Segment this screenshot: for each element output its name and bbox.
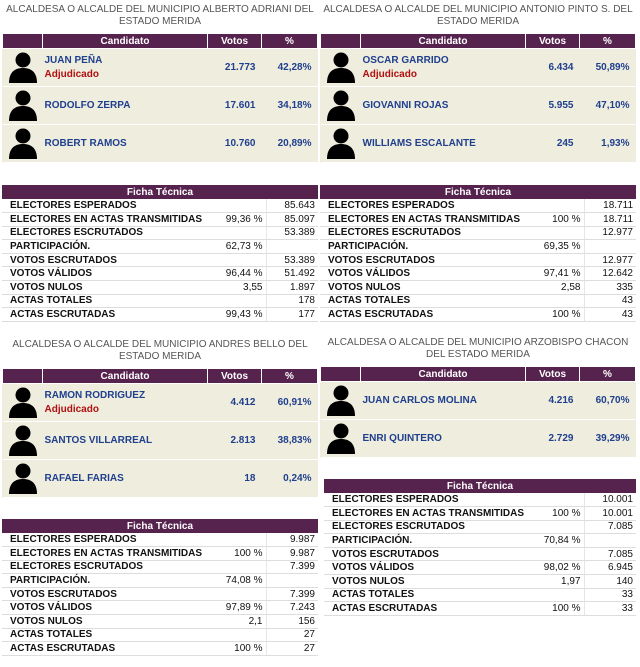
ficha-percent: 2,58 [534, 281, 584, 295]
ficha-percent [216, 628, 266, 642]
ficha-value [584, 534, 636, 548]
ficha-value: 177 [266, 308, 318, 322]
candidate-votes: 4.216 [526, 382, 580, 420]
candidates-header-row [321, 34, 636, 49]
ficha-label: VOTOS VÁLIDOS [324, 561, 534, 575]
ficha-percent: 96,44 % [216, 267, 266, 281]
ficha-percent [534, 588, 584, 602]
candidate-votes: 2.729 [526, 420, 580, 458]
ficha-label: ELECTORES ESCRUTADOS [320, 226, 534, 240]
candidate-name: WILLIAMS ESCALANTE [362, 138, 476, 149]
municipality-title: ALCALDESA O ALCALDE DEL MUNICIPIO ARZOBISPO CHACON DEL ESTADO MERIDA [327, 337, 629, 360]
ficha-value: 18.711 [584, 213, 636, 227]
candidate-silhouette-icon [321, 49, 361, 87]
votes-header: Votos [526, 367, 580, 382]
ficha-row [2, 308, 318, 322]
ficha-label: VOTOS ESCRUTADOS [2, 253, 216, 267]
municipality-panel [320, 333, 636, 458]
ficha-value: 33 [584, 602, 636, 616]
candidate-silhouette-icon [3, 460, 43, 498]
avatar-header [3, 34, 43, 49]
candidate-header: Candidato [43, 34, 208, 49]
candidate-row [3, 49, 318, 87]
municipality-title: ALCALDESA O ALCALDE DEL MUNICIPIO ALBERTO ADRIANI DEL ESTADO MERIDA [6, 4, 314, 27]
ficha-value: 10.001 [584, 493, 636, 507]
ficha-percent [534, 226, 584, 240]
ficha-percent [216, 253, 266, 267]
ficha-label: PARTICIPACIÓN. [324, 534, 534, 548]
ficha-percent: 99,36 % [216, 213, 266, 227]
candidate-percent: 47,10% [580, 87, 636, 125]
municipality-panel [320, 0, 636, 163]
candidate-cell [361, 382, 526, 420]
ficha-row [2, 547, 318, 561]
ficha-row [320, 226, 636, 240]
ficha-row [2, 240, 318, 254]
ficha-value: 53.389 [266, 226, 318, 240]
ficha-header-row [2, 185, 318, 199]
ficha-label: PARTICIPACIÓN. [2, 574, 216, 588]
candidate-name: RODOLFO ZERPA [44, 100, 131, 111]
candidate-name: RAMON RODRIGUEZ [44, 390, 146, 401]
candidates-header-row [3, 369, 318, 384]
ficha-value: 9.987 [266, 533, 318, 547]
ficha-tecnica-panel [2, 519, 318, 656]
ficha-value: 12.977 [584, 226, 636, 240]
candidate-row [3, 384, 318, 422]
ficha-value: 27 [266, 642, 318, 656]
candidate-cell [361, 49, 526, 87]
ficha-value: 6.945 [584, 561, 636, 575]
ficha-percent [216, 294, 266, 308]
candidate-row [3, 422, 318, 460]
ficha-value: 7.085 [584, 520, 636, 534]
ficha-tecnica-panel [320, 185, 636, 322]
votes-header: Votos [208, 369, 262, 384]
ficha-label: ACTAS ESCRUTADAS [320, 308, 534, 322]
adjudicado-label: Adjudicado [362, 69, 417, 80]
candidate-votes: 21.773 [208, 49, 262, 87]
ficha-row [324, 602, 636, 616]
candidate-name: RAFAEL FARIAS [44, 473, 124, 484]
ficha-tecnica-header: Ficha Técnica [320, 185, 636, 199]
ficha-value: 156 [266, 615, 318, 629]
candidate-percent: 20,89% [262, 125, 318, 163]
ficha-label: PARTICIPACIÓN. [320, 240, 534, 254]
candidate-silhouette-icon [321, 125, 361, 163]
percent-header: % [262, 369, 318, 384]
ficha-value: 51.492 [266, 267, 318, 281]
ficha-row [2, 226, 318, 240]
ficha-value: 27 [266, 628, 318, 642]
ficha-row [2, 601, 318, 615]
ficha-percent [534, 199, 584, 213]
ficha-row [2, 199, 318, 213]
ficha-row [320, 253, 636, 267]
ficha-percent [534, 253, 584, 267]
candidate-votes: 6.434 [526, 49, 580, 87]
candidate-percent: 42,28% [262, 49, 318, 87]
ficha-label: VOTOS VÁLIDOS [320, 267, 534, 281]
ficha-row [324, 561, 636, 575]
candidate-votes: 2.813 [208, 422, 262, 460]
candidate-cell [43, 49, 208, 87]
ficha-label: ACTAS ESCRUTADAS [2, 308, 216, 322]
ficha-label: ELECTORES ESPERADOS [320, 199, 534, 213]
ficha-tecnica-header: Ficha Técnica [324, 479, 636, 493]
ficha-row [2, 642, 318, 656]
ficha-percent: 98,02 % [534, 561, 584, 575]
votes-header: Votos [208, 34, 262, 49]
ficha-tecnica-header: Ficha Técnica [2, 519, 318, 533]
ficha-label: VOTOS ESCRUTADOS [2, 587, 216, 601]
ficha-percent: 99,43 % [216, 308, 266, 322]
ficha-row [2, 615, 318, 629]
candidate-name: GIOVANNI ROJAS [362, 100, 449, 111]
candidate-silhouette-icon [3, 422, 43, 460]
ficha-percent: 3,55 [216, 281, 266, 295]
ficha-label: ACTAS ESCRUTADAS [2, 642, 216, 656]
ficha-value: 12.642 [584, 267, 636, 281]
municipality-panel [2, 0, 318, 163]
ficha-percent: 100 % [216, 547, 266, 561]
candidates-table [320, 366, 636, 458]
ficha-value: 335 [584, 281, 636, 295]
ficha-value [266, 574, 318, 588]
ficha-percent [534, 493, 584, 507]
ficha-value: 53.389 [266, 253, 318, 267]
candidate-row [321, 420, 636, 458]
ficha-percent: 97,41 % [534, 267, 584, 281]
ficha-value: 85.643 [266, 199, 318, 213]
ficha-row [320, 240, 636, 254]
candidate-silhouette-icon [321, 382, 361, 420]
ficha-tecnica-header: Ficha Técnica [2, 185, 318, 199]
candidate-row [321, 87, 636, 125]
ficha-row [2, 267, 318, 281]
ficha-value: 33 [584, 588, 636, 602]
municipality-title: ALCALDESA O ALCALDE DEL MUNICIPIO ANTONIO PINTO S. DEL ESTADO MERIDA [323, 4, 633, 27]
candidate-cell [43, 422, 208, 460]
ficha-tecnica-table [2, 519, 318, 656]
ficha-label: VOTOS ESCRUTADOS [324, 547, 534, 561]
ficha-value: 7.085 [584, 547, 636, 561]
ficha-value: 85.097 [266, 213, 318, 227]
candidate-percent: 0,24% [262, 460, 318, 498]
ficha-row [2, 533, 318, 547]
candidates-table [2, 368, 318, 498]
ficha-row [2, 213, 318, 227]
candidate-votes: 18 [208, 460, 262, 498]
candidate-name: OSCAR GARRIDO [362, 55, 449, 66]
ficha-label: VOTOS VÁLIDOS [2, 601, 216, 615]
ficha-label: ACTAS TOTALES [2, 294, 216, 308]
ficha-percent: 70,84 % [534, 534, 584, 548]
ficha-value: 178 [266, 294, 318, 308]
ficha-label: ACTAS ESCRUTADAS [324, 602, 534, 616]
ficha-percent [534, 294, 584, 308]
candidate-row [3, 460, 318, 498]
ficha-row [324, 493, 636, 507]
percent-header: % [262, 34, 318, 49]
candidate-silhouette-icon [3, 384, 43, 422]
ficha-percent [216, 560, 266, 574]
adjudicado-label: Adjudicado [44, 69, 99, 80]
candidate-name: JUAN PEÑA [44, 55, 103, 66]
candidate-cell [361, 125, 526, 163]
candidate-percent: 60,91% [262, 384, 318, 422]
ficha-percent: 97,89 % [216, 601, 266, 615]
ficha-percent: 100 % [534, 602, 584, 616]
ficha-percent: 100 % [534, 507, 584, 521]
ficha-tecnica-table [324, 479, 636, 616]
ficha-row [320, 308, 636, 322]
ficha-row [2, 281, 318, 295]
ficha-percent [534, 547, 584, 561]
candidates-table [320, 33, 636, 163]
ficha-value: 7.243 [266, 601, 318, 615]
candidate-name: SANTOS VILLARREAL [44, 435, 153, 446]
avatar-header [321, 34, 361, 49]
ficha-label: ELECTORES ESPERADOS [324, 493, 534, 507]
candidate-votes: 4.412 [208, 384, 262, 422]
ficha-label: ELECTORES ESCRUTADOS [2, 226, 216, 240]
candidate-silhouette-icon [3, 87, 43, 125]
ficha-value [266, 240, 318, 254]
ficha-label: VOTOS VÁLIDOS [2, 267, 216, 281]
candidate-row [321, 382, 636, 420]
ficha-row [320, 199, 636, 213]
avatar-header [321, 367, 361, 382]
ficha-value: 7.399 [266, 587, 318, 601]
ficha-label: VOTOS NULOS [324, 575, 534, 589]
candidate-votes: 245 [526, 125, 580, 163]
candidate-silhouette-icon [3, 125, 43, 163]
ficha-row [324, 534, 636, 548]
candidate-row [3, 87, 318, 125]
candidate-name: ROBERT RAMOS [44, 138, 127, 149]
ficha-row [324, 507, 636, 521]
ficha-tecnica-table [2, 185, 318, 322]
ficha-value: 43 [584, 294, 636, 308]
ficha-percent: 100 % [216, 642, 266, 656]
ficha-tecnica-panel [2, 185, 318, 322]
ficha-row [2, 628, 318, 642]
candidate-header: Candidato [361, 367, 526, 382]
ficha-percent: 100 % [534, 308, 584, 322]
candidates-header-row [321, 367, 636, 382]
ficha-row [2, 253, 318, 267]
ficha-label: VOTOS NULOS [2, 281, 216, 295]
candidate-cell [43, 125, 208, 163]
ficha-row [324, 588, 636, 602]
percent-header: % [580, 34, 636, 49]
candidate-name: ENRI QUINTERO [362, 433, 442, 444]
candidate-percent: 34,18% [262, 87, 318, 125]
ficha-row [324, 547, 636, 561]
avatar-header [3, 369, 43, 384]
ficha-percent [216, 587, 266, 601]
ficha-percent: 62,73 % [216, 240, 266, 254]
candidates-header-row [3, 34, 318, 49]
candidate-cell [361, 87, 526, 125]
candidate-percent: 38,83% [262, 422, 318, 460]
ficha-label: ELECTORES EN ACTAS TRANSMITIDAS [2, 213, 216, 227]
ficha-header-row [324, 479, 636, 493]
ficha-label: ELECTORES ESCRUTADOS [2, 560, 216, 574]
ficha-label: ACTAS TOTALES [320, 294, 534, 308]
ficha-row [2, 294, 318, 308]
candidate-silhouette-icon [321, 420, 361, 458]
ficha-row [320, 213, 636, 227]
ficha-value: 7.399 [266, 560, 318, 574]
ficha-percent [216, 226, 266, 240]
ficha-label: VOTOS NULOS [320, 281, 534, 295]
ficha-value: 1.897 [266, 281, 318, 295]
ficha-percent: 100 % [534, 213, 584, 227]
candidate-percent: 1,93% [580, 125, 636, 163]
ficha-header-row [2, 519, 318, 533]
candidate-name: JUAN CARLOS MOLINA [362, 395, 477, 406]
ficha-label: ELECTORES EN ACTAS TRANSMITIDAS [324, 507, 534, 521]
candidate-row [321, 125, 636, 163]
ficha-value: 140 [584, 575, 636, 589]
ficha-row [2, 587, 318, 601]
ficha-percent: 74,08 % [216, 574, 266, 588]
municipality-title: ALCALDESA O ALCALDE DEL MUNICIPIO ANDRES BELLO DEL ESTADO MERIDA [12, 339, 308, 362]
ficha-label: VOTOS ESCRUTADOS [320, 253, 534, 267]
adjudicado-label: Adjudicado [44, 404, 99, 415]
ficha-label: ELECTORES ESCRUTADOS [324, 520, 534, 534]
candidate-percent: 39,29% [580, 420, 636, 458]
ficha-label: ELECTORES EN ACTAS TRANSMITIDAS [2, 547, 216, 561]
ficha-row [320, 267, 636, 281]
votes-header: Votos [526, 34, 580, 49]
ficha-label: PARTICIPACIÓN. [2, 240, 216, 254]
ficha-value: 9.987 [266, 547, 318, 561]
ficha-value: 18.711 [584, 199, 636, 213]
candidate-row [321, 49, 636, 87]
candidate-row [3, 125, 318, 163]
ficha-percent: 2,1 [216, 615, 266, 629]
ficha-label: ELECTORES EN ACTAS TRANSMITIDAS [320, 213, 534, 227]
ficha-tecnica-panel [324, 479, 636, 616]
ficha-value: 12.977 [584, 253, 636, 267]
candidate-cell [43, 460, 208, 498]
candidate-silhouette-icon [321, 87, 361, 125]
ficha-value [584, 240, 636, 254]
candidate-cell [43, 384, 208, 422]
ficha-row [2, 574, 318, 588]
ficha-percent: 1,97 [534, 575, 584, 589]
ficha-label: VOTOS NULOS [2, 615, 216, 629]
percent-header: % [580, 367, 636, 382]
candidate-silhouette-icon [3, 49, 43, 87]
ficha-label: ACTAS TOTALES [324, 588, 534, 602]
candidate-votes: 5.955 [526, 87, 580, 125]
ficha-percent [216, 199, 266, 213]
candidate-cell [43, 87, 208, 125]
ficha-value: 10.001 [584, 507, 636, 521]
ficha-label: ACTAS TOTALES [2, 628, 216, 642]
ficha-percent: 69,35 % [534, 240, 584, 254]
candidate-header: Candidato [361, 34, 526, 49]
ficha-row [2, 560, 318, 574]
candidate-cell [361, 420, 526, 458]
ficha-value: 43 [584, 308, 636, 322]
candidate-votes: 17.601 [208, 87, 262, 125]
ficha-label: ELECTORES ESPERADOS [2, 533, 216, 547]
ficha-header-row [320, 185, 636, 199]
ficha-row [324, 520, 636, 534]
ficha-tecnica-table [320, 185, 636, 322]
candidates-table [2, 33, 318, 163]
candidate-votes: 10.760 [208, 125, 262, 163]
municipality-panel [2, 335, 318, 498]
ficha-row [320, 294, 636, 308]
ficha-percent [534, 520, 584, 534]
candidate-percent: 60,70% [580, 382, 636, 420]
ficha-row [320, 281, 636, 295]
candidate-percent: 50,89% [580, 49, 636, 87]
ficha-label: ELECTORES ESPERADOS [2, 199, 216, 213]
ficha-percent [216, 533, 266, 547]
candidate-header: Candidato [43, 369, 208, 384]
ficha-row [324, 575, 636, 589]
